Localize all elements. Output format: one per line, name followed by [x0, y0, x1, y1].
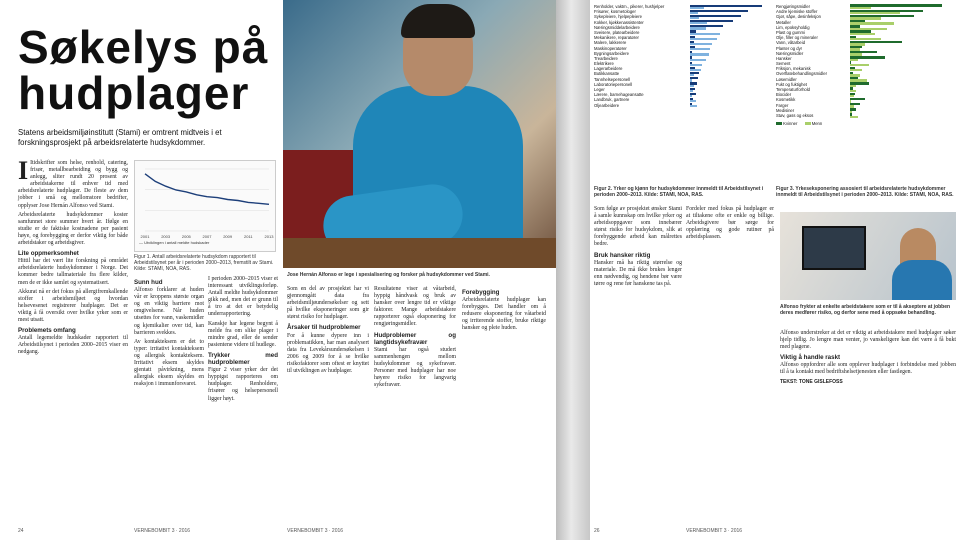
- right-column-1: [594, 206, 682, 290]
- chart-row-label: Fukt og fuktighet: [776, 81, 807, 87]
- chart-row-label: Næringsmidler: [776, 50, 804, 56]
- chart-row-label: Malere, lakkerere: [594, 40, 627, 46]
- chart-row-label: Tannhelsepersonell: [594, 76, 631, 82]
- chart-row-label: Oljearbeidere: [594, 102, 620, 108]
- chart-row-label: Trearbeidere: [594, 55, 618, 61]
- right-column-2: [686, 206, 774, 243]
- heading-lite: Lite oppmerksomhet: [18, 250, 79, 258]
- chart-row-label: Frisører, kosmetologer: [594, 9, 636, 15]
- intro-text: Itidskrifter som helse, renhold, catering, frisør, metallbearbeiding og bygg og anlegg, sliter rundt 20 prosent av arbeidstakerne til enhver tid med arbeidsrelaterte hudplager. De fleste av dem jobber i små og mellomstore bedrifter, opplyser Jose Hernán Alfonso ved Stami.: [18, 160, 128, 209]
- page-number-left: 24: [18, 528, 24, 534]
- chart-row-label: Butikkansatte: [594, 71, 620, 77]
- chart-row-label: Metaller: [776, 19, 791, 25]
- chart-row-label: Laboratoriepersonell: [594, 81, 633, 87]
- figure-1-tick-label: 2009: [223, 234, 233, 239]
- legend-swatch-a: [776, 122, 782, 125]
- chart-row-label: Overflatebehandlingsmidler: [776, 71, 827, 77]
- photo-2-caption: Alfonso frykter at enkelte arbeidstakere som er til å akseptere at jobben deres medfører risiko, og derfor sene med å oppsøke behandling.: [780, 304, 951, 316]
- lead-paragraph: Statens arbeidsmiljøinstitutt (Stami) er omtrent midtveis i et forskningsprosjekt på arbeidsrelaterte hudsykdommer.: [18, 128, 222, 147]
- chart-row-label: Næringsmiddelarbeidere: [594, 24, 640, 30]
- figure-1-tick-label: 2011: [244, 234, 253, 239]
- heading-viktig: Viktig å handle raskt: [780, 354, 841, 362]
- chart-row-label: Sement: [776, 61, 791, 67]
- chart-row-label: Mekanikere, reparatører: [594, 35, 639, 41]
- chart-row-label: Farger: [776, 102, 789, 108]
- computer-photo: [780, 212, 956, 300]
- figure-1-series-line: [145, 174, 269, 205]
- c3-paragraph: Som en del av prosjektet har vi gjennomgått data fra arbeidsmiljøundersøkelser og sett på hvilke eksponeringer som gir størst risiko for hudplager.: [287, 286, 369, 321]
- title-line-1: Søkelys på: [18, 21, 269, 73]
- author-credit: TEKST: TONE GISLEFOSS: [780, 378, 843, 385]
- c4-paragraph: Resultatene viser at våtarbeid, hyppig håndvask og bruk av hansker over lengre tid er viktige faktorer. Mange arbeidstakere rapporterer også eksponering for rengjøringsmidler.: [374, 286, 456, 328]
- chart-row-label: Andre kjemiske stoffer: [776, 9, 818, 15]
- chart-row-label: Medisiner: [776, 107, 795, 113]
- arsaker-paragraph: For å kunne dypere inn i problematikken, har man analysert data fra Levekårsundersøkelsen i 2006 og 2009 for å se hvilke risikofaktorer som oftest er knyttet til utviklingen av hudplager.: [287, 332, 369, 375]
- figure-1-legend: — Utviklingen i antall meldte hudskader: [139, 240, 210, 245]
- chart-row-label: Støv, gass og eksos: [776, 112, 814, 118]
- photo-caption: Jose Hernán Alfonso er lege i spesialisering og forsker på hudsykdommer ved Stami.: [287, 272, 490, 278]
- chart-row-label: Renholder, vaktm., pikerer, hushjelper: [594, 4, 665, 9]
- chart-row-label: Temperaturforhold: [776, 87, 810, 92]
- column-5: [374, 286, 456, 391]
- magazine-name-right: VERNEBOMBIT 3 · 2016: [686, 528, 743, 534]
- column-4: [287, 286, 369, 377]
- chart-row-label: Bygningsarbeidere: [594, 50, 629, 56]
- legend-label-b: Menn: [811, 121, 823, 127]
- legend-label-a: Kvinner: [783, 121, 798, 127]
- chart-row-label: Plast og gummi: [776, 29, 805, 35]
- column-1: [18, 156, 128, 358]
- figure-1-caption: Figur 1. Antall arbeidsrelaterte hudsykdom rapportert til Arbeidstilsynet per år i perioden 2000–2013, fremstilt av Stami. Kilde: STAMI, NOA, RAS.: [134, 254, 274, 272]
- fore-paragraph: Arbeidsrelaterte hudplager kan forebygges. Det handler om å redusere eksponering for våtarbeid og irriterende stoffer, bruke riktige hansker og pleie huden.: [462, 297, 546, 332]
- chart-row-label: Elektrikere: [594, 61, 614, 67]
- heading-bruk: Bruk hansker riktig: [594, 251, 651, 259]
- figure-1-tick-label: 2001: [140, 234, 150, 239]
- chart-row-label: Rengjøringsmidler: [776, 4, 810, 9]
- photo-desk: [283, 238, 556, 268]
- figure-1-tick-label: 2003: [161, 234, 171, 239]
- magazine-name-mid: VERNEBOMBIT 3 · 2016: [287, 528, 344, 534]
- figure-1-tick-label: 2005: [181, 234, 191, 239]
- figure-3-caption: Figur 3. Yrkeseksponering assosiert til arbeidsrelaterte hudsykdommer innmeldt til Arbeidstilsynet i perioden 2000–2013. Kilde: STAMI, NOA, RAS.: [776, 186, 954, 198]
- figure-1-tick-label: 2013: [264, 234, 274, 239]
- drop-cap: I: [18, 156, 29, 185]
- chart-row-label: Kokker, kjøkkenassistenter: [594, 19, 644, 25]
- r2-paragraph: Fordeler med fokus på hudplager er at tiltakene ofte er enkle og billige. Arbeidsgivere bør sørge for opplæring og gode rutiner på arbeidsplassen.: [686, 206, 774, 241]
- heading-hud: Hudproblemer og langtidsykefravær: [374, 331, 456, 346]
- figure-2-chart: [594, 4, 770, 116]
- chart-row-label: Leger: [594, 87, 605, 92]
- figure-1-legend-label: Utviklingen i antall meldte hudskader: [144, 240, 210, 245]
- portrait-photo: [283, 0, 556, 268]
- magazine-name-left: VERNEBOMBIT 3 · 2016: [134, 528, 191, 534]
- lite-paragraph-2: Akkurat nå er det fokus på allergifremkallende stoffer i arbeidsmiljøet og hvordan helsevesenet registrerer hudplager. Det er viktig å få oversikt over hvilke yrker som er mest utsatt.: [18, 288, 128, 323]
- sunn-paragraph-2: Av kontakteksem er det to typer: irritativt kontakteksem og allergisk kontakteksem. Irritativt eksem skyldes gjentatt påvirkning, mens allergisk eksem skyldes en reaksjon i immunforsvaret.: [134, 338, 204, 388]
- chart-row: [776, 113, 956, 118]
- mid-paragraph-1: I perioden 2000–2015 viser et interessant utviklingsforløp. Antall meldte hudsykdommer gikk ned, men det er grunn til å tro at det er betydelig underrapportering.: [208, 276, 278, 318]
- chart-bar-series-b: [850, 116, 858, 118]
- article-title: [18, 21, 269, 119]
- column-6: [462, 286, 546, 335]
- viktig-paragraph: Alfonso oppfordrer alle som opplever hudplager i forbindelse med jobben til å ta kontakt med bedriftshelsetjenesten eller fastlegen.: [780, 362, 956, 376]
- chart-row-label: Landbruk, gartnere: [594, 97, 630, 103]
- chart-row-label: Friksjon, mekanisk: [776, 66, 811, 72]
- heading-arsaker: Årsaker til hudproblemer: [287, 324, 361, 332]
- chart-row-label: Sykepleiere, hjelpepleiere: [594, 14, 642, 20]
- chart-bar-series-a: [850, 98, 865, 100]
- chart-row-label: Lærere, barnehageansatte: [594, 92, 644, 98]
- photo-monitor: [802, 226, 866, 270]
- figure-3-legend: [776, 121, 956, 126]
- figure-2-rows: [594, 4, 770, 108]
- bruk-paragraph: Hansker må ha riktig størrelse og materiale. De må ikke brukes lenger enn nødvendig, og hendene bør være tørre og rene før hanskene tas på.: [594, 259, 682, 287]
- figure-3-chart: [776, 4, 956, 174]
- chart-row-label: Hansker: [776, 55, 792, 61]
- problem-paragraph: Antall legemeldte hudskader rapportert til Arbeidstilsynet i perioden 2000–2015 viser en nedgang.: [18, 335, 128, 356]
- column-2: [134, 276, 204, 390]
- title-line-2: hudplager: [18, 67, 250, 119]
- hud-paragraph: Stami har også studert sammenhengen mellom hudsykdommer og sykefravær. Personer med hudplager har noe høyere risiko for langvarig sykefravær.: [374, 346, 456, 389]
- page-gutter: [556, 0, 590, 540]
- right-column-3: [780, 330, 956, 388]
- heading-trykk: Trykker med hudproblemer: [208, 351, 278, 367]
- chart-row-label: Lagerarbeidere: [594, 66, 623, 72]
- column-3: [208, 276, 278, 405]
- chart-row-label: Maskinoperatører: [594, 45, 627, 51]
- legend-swatch-b: [805, 122, 811, 125]
- chart-bar-series-b: [690, 105, 697, 107]
- chart-row: [594, 103, 770, 108]
- chart-row-label: Vann, våtarbeid: [776, 40, 806, 46]
- intro-paragraph-2: Arbeidsrelaterte hudsykdommer koster samfunnet store summer hvert år. Ifølge en studie er de faktiske kostnadene per pasient høye, og forebygging er derfor viktig for både arbeidstaker og arbeidsgiver.: [18, 211, 128, 247]
- heading-sunn: Sunn hud: [134, 279, 163, 286]
- figure-1-svg: [135, 161, 275, 239]
- chart-row-label: Lim, epoksyholdig: [776, 24, 810, 30]
- chart-bar-series-a: [690, 10, 748, 12]
- lite-paragraph-1: Hittil har det vært lite forskning på området arbeidsrelaterte hudsykdommer i Norge. Det kommer bedre tallmateriale fra flere kilder, men de er ikke samlet og systematisert.: [18, 258, 128, 286]
- chart-row-label: Løsemidler: [776, 76, 797, 82]
- heading-problem: Problemets omfang: [18, 327, 76, 335]
- figure-1-tick-label: 2007: [202, 234, 212, 239]
- right-page: [590, 0, 960, 540]
- mid-paragraph-2: Kanskje har legene begynt å melde fra om slike plager i mindre grad, eller de sender pasientene videre til hudlege.: [208, 320, 278, 348]
- sunn-paragraph-1: Alfonso forklarer at huden vår er kroppens største organ og en viktig barriere mot omgivelsene. Når huden utsettes for vann, vaskemidler og kjemikalier over tid, kan barrieren svekkes.: [134, 287, 204, 336]
- r3-paragraph: Alfonso understreker at det er viktig at arbeidstakere med hudplager søker hjelp tidlig. Jo lengre man venter, jo vanskeligere kan det være å få bukt med plagene.: [780, 330, 956, 351]
- trykk-paragraph: Figur 2 viser yrker der det hyppigst rapporteres om hudplager. Renholdere, frisører og helsepersonell ligger høyt.: [208, 367, 278, 402]
- page-number-right: 26: [594, 528, 600, 534]
- photo-shirt: [892, 260, 952, 300]
- figure-2-caption: Figur 2. Yrker og kjønn for hudsykdommer innmeldt til Arbeidstilsynet i perioden 2000–2013. Kilde: STAMI, NOA, RAS.: [594, 186, 764, 198]
- figure-1-chart: [134, 160, 276, 252]
- r1-paragraph: Som følge av prosjektet ønsker Stami å samle kunnskap om hvilke yrker og arbeidsoppgaver som innebærer størst risiko for hudsykdom, slik at forebyggende arbeid kan målrettes bedre.: [594, 206, 682, 248]
- photo-hair: [401, 4, 475, 38]
- chart-row-label: Kosmetikk: [776, 97, 796, 103]
- intro-paragraph-1: [18, 156, 128, 210]
- chart-row-label: Sveisere, platearbeidere: [594, 29, 640, 35]
- chart-row-label: Gjør, såpe, desinfeksjon: [776, 14, 821, 20]
- chart-row-label: Planter og dyr: [776, 45, 803, 51]
- heading-fore: Forebygging: [462, 289, 500, 296]
- chart-row-label: Biocider: [776, 92, 792, 98]
- figure-3-rows: [776, 4, 956, 118]
- chart-row-label: Olje, filler og mineraler: [776, 35, 818, 41]
